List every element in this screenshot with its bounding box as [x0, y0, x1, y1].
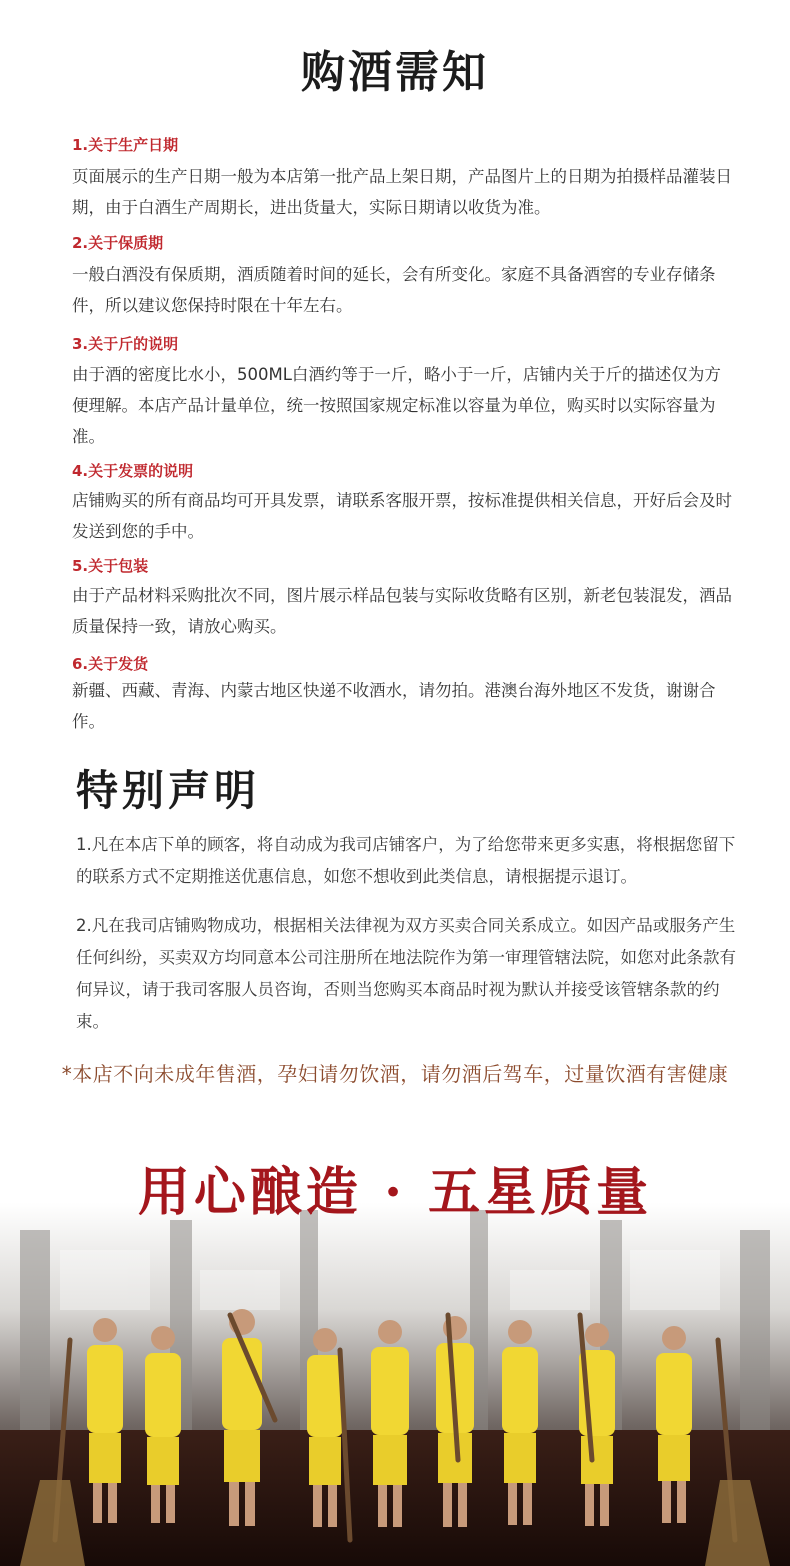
section-heading-packaging: 5.关于包装: [72, 557, 149, 575]
page-title: 购酒需知: [301, 47, 489, 98]
section-heading-production-date: 1.关于生产日期: [72, 136, 179, 154]
alcohol-warning: *本店不向未成年售酒，孕妇请勿饮酒，请勿酒后驾车，过量饮酒有害健康: [61, 1062, 729, 1086]
section-heading-shelf-life: 2.关于保质期: [72, 234, 164, 252]
declaration-title: 特别声明: [76, 766, 261, 815]
section-body-shipping: 新疆、西藏、青海、内蒙古地区快递不收酒水，请勿拍。港澳台海外地区不发货，谢谢合作。: [72, 681, 716, 731]
section-heading-jin: 3.关于斤的说明: [72, 335, 179, 353]
section-body-packaging: 由于产品材料采购批次不同，图片展示样品包装与实际收货略有区别，新老包装混发，酒品质量保持一致，请放心购买。: [72, 586, 732, 636]
declaration-item: 1.凡在本店下单的顾客，将自动成为我司店铺客户，为了给您带来更多实惠，将根据您留下的联系方式不定期推送优惠信息，如您不想收到此类信息，请根据提示退订。: [76, 835, 736, 886]
section-body-invoice: 店铺购买的所有商品均可开具发票，请联系客服开票，按标准提供相关信息，开好后会及时发送到您的手中。: [72, 491, 732, 541]
section-body-shelf-life: 一般白酒没有保质期，酒质随着时间的延长，会有所变化。家庭不具备酒窖的专业存储条件，所以建议您保持时限在十年左右。: [72, 265, 716, 315]
brand-slogan: 用心酿造 · 五星质量: [137, 1162, 653, 1223]
section-heading-invoice: 4.关于发票的说明: [72, 462, 194, 480]
section-body-production-date: 页面展示的生产日期一般为本店第一批产品上架日期，产品图片上的日期为拍摄样品灌装日期，由于白酒生产周期长，进出货量大，实际日期请以收货为准。: [72, 167, 732, 217]
section-heading-shipping: 6.关于发货: [72, 655, 149, 673]
section-body-jin: 由于酒的密度比水小，500ML白酒约等于一斤，略小于一斤，店铺内关于斤的描述仅为方便理解。本店产品计量单位，统一按照国家规定标准以容量为单位，购买时以实际容量为准。: [72, 365, 721, 446]
declaration-item: 2.凡在我司店铺购物成功，根据相关法律视为双方买卖合同关系成立。如因产品或服务产生任何纠纷，买卖双方均同意本公司注册所在地法院作为第一审理管辖法院，如您对此条款有何异议，请于我司客服人员咨询，否则当您购买本商品时视为默认并接受该管辖条款的约束。: [76, 916, 736, 1031]
